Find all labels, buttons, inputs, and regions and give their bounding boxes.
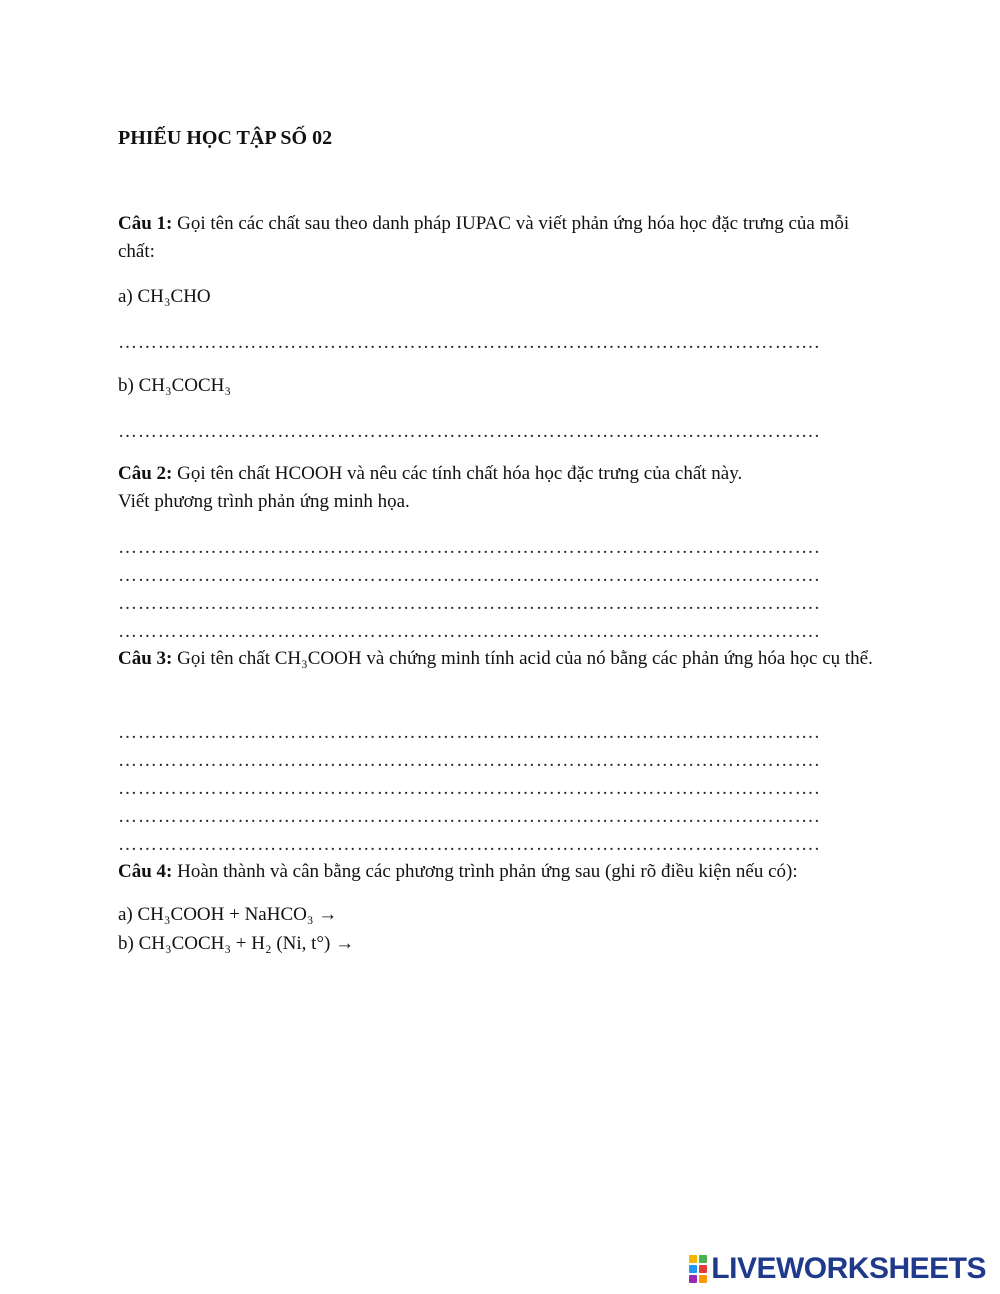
question-2-text-line2: Viết phương trình phản ứng minh họa. bbox=[118, 491, 410, 512]
question-4-text: Hoàn thành và cân bằng các phương trình phản ứng sau (ghi rõ điều kiện nếu có): bbox=[172, 861, 798, 882]
answer-line[interactable]: ……………………………………………………………………………………………. bbox=[118, 834, 821, 855]
question-4 bbox=[118, 858, 888, 886]
logo-tile bbox=[689, 1255, 697, 1263]
question-3-text: Gọi tên chất CH₃COOH và chứng minh tính acid của nó bằng các phản ứng hóa học cụ thể. bbox=[172, 648, 873, 669]
logo-tile bbox=[689, 1265, 697, 1273]
answer-line[interactable]: ……………………………………………………………………………………………. bbox=[118, 750, 821, 771]
worksheet-title: PHIẾU HỌC TẬP SỐ 02 bbox=[118, 127, 333, 149]
question-1-text: Gọi tên các chất sau theo danh pháp IUPAC và viết phản ứng hóa học đặc trưng của mỗi chất: bbox=[118, 213, 850, 262]
answer-line[interactable]: ……………………………………………………………………………………………. bbox=[118, 778, 821, 799]
answer-line[interactable]: ……………………………………………………………………………………………. bbox=[118, 537, 821, 558]
logo-tile bbox=[699, 1265, 707, 1273]
question-2-text: Gọi tên chất HCOOH và nêu các tính chất hóa học đặc trưng của chất này. bbox=[172, 463, 743, 484]
question-1-label: Câu 1: bbox=[118, 213, 173, 234]
liveworksheets-logo bbox=[689, 1253, 986, 1285]
answer-line[interactable]: ……………………………………………………………………………………………. bbox=[118, 593, 821, 614]
answer-line[interactable]: ……………………………………………………………………………………………. bbox=[118, 421, 821, 442]
question-1b: b) CH₃COCH₃ bbox=[118, 375, 232, 396]
question-4a: a) CH₃COOH + NaHCO₃ → bbox=[118, 904, 338, 925]
liveworksheets-logo-text: LIVEWORKSHEETS bbox=[711, 1252, 986, 1285]
logo-tile bbox=[699, 1275, 707, 1283]
answer-line[interactable]: ……………………………………………………………………………………………. bbox=[118, 621, 821, 642]
question-1a: a) CH₃CHO bbox=[118, 286, 211, 307]
question-3-label: Câu 3: bbox=[118, 648, 173, 669]
question-3 bbox=[118, 645, 888, 673]
logo-tile bbox=[699, 1255, 707, 1263]
liveworksheets-logo-mark-icon bbox=[689, 1255, 707, 1283]
question-2 bbox=[118, 460, 888, 516]
logo-tile bbox=[689, 1275, 697, 1283]
question-4-label: Câu 4: bbox=[118, 861, 173, 882]
question-4b: b) CH₃COCH₃ + H₂ (Ni, t°) → bbox=[118, 933, 355, 954]
answer-line[interactable]: ……………………………………………………………………………………………. bbox=[118, 722, 821, 743]
answer-line[interactable]: ……………………………………………………………………………………………. bbox=[118, 332, 821, 353]
answer-line[interactable]: ……………………………………………………………………………………………. bbox=[118, 565, 821, 586]
answer-line[interactable]: ……………………………………………………………………………………………. bbox=[118, 806, 821, 827]
question-1 bbox=[118, 210, 888, 266]
question-2-label: Câu 2: bbox=[118, 463, 173, 484]
